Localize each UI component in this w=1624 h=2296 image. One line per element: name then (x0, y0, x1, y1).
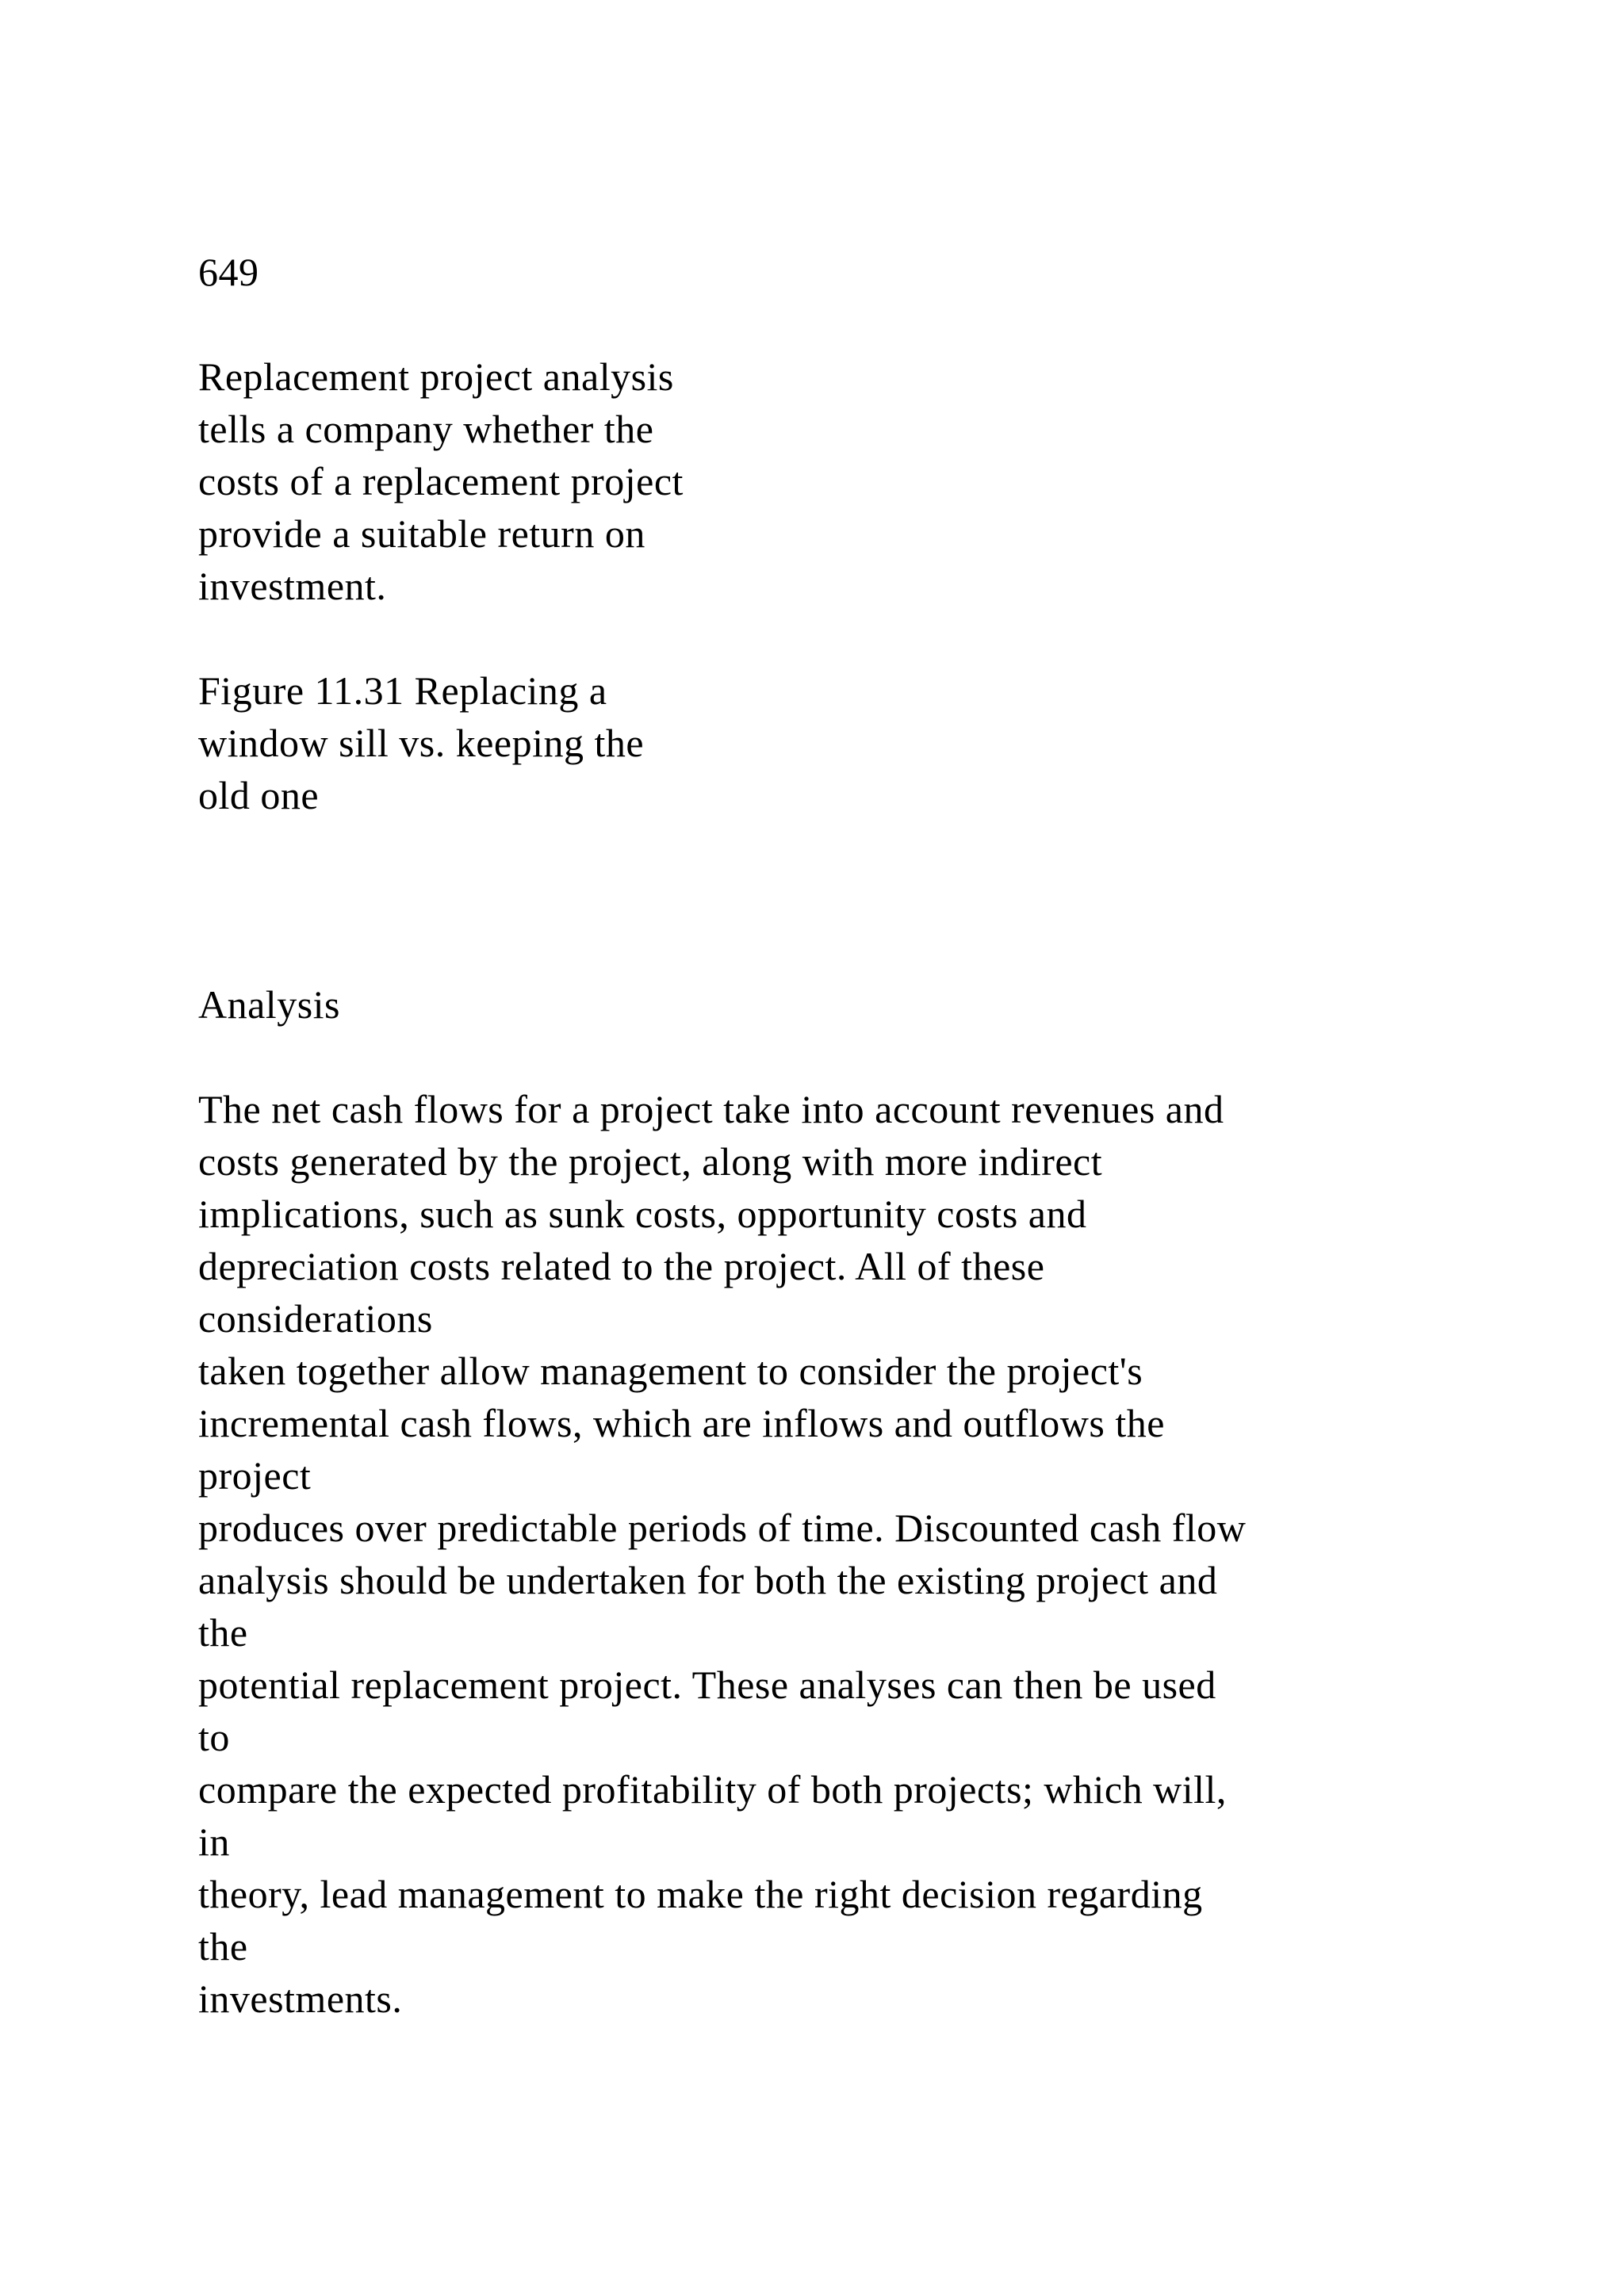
body-line: analysis should be undertaken for both the existing project and (198, 1558, 1218, 1602)
body-line: considerations (198, 1296, 433, 1341)
body-line: implications, such as sunk costs, opportunity costs and (198, 1192, 1087, 1236)
intro-line: tells a company whether the (198, 407, 654, 451)
body-line: The net cash flows for a project take into account revenues and (198, 1087, 1224, 1131)
intro-line: Replacement project analysis (198, 354, 674, 399)
intro-line: investment. (198, 564, 387, 608)
body-line: in (198, 1820, 230, 1864)
body-line: investments. (198, 1976, 403, 2021)
body-line: produces over predictable periods of time. Discounted cash flow (198, 1506, 1247, 1550)
intro-line: costs of a replacement project (198, 459, 684, 503)
body-line: to (198, 1715, 230, 1759)
caption-line: window sill vs. keeping the (198, 721, 645, 765)
body-line: depreciation costs related to the project. All of these (198, 1244, 1045, 1288)
body-line: compare the expected profitability of both projects; which will, (198, 1767, 1227, 1812)
section-heading: Analysis (198, 982, 340, 1027)
page-number: 649 (198, 250, 259, 294)
body-line: project (198, 1453, 312, 1498)
caption-line: Figure 11.31 Replacing a (198, 668, 607, 713)
caption-line: old one (198, 773, 320, 817)
body-line: taken together allow management to consider the project's (198, 1349, 1143, 1393)
intro-line: provide a suitable return on (198, 511, 645, 556)
body-line: costs generated by the project, along with more indirect (198, 1139, 1103, 1184)
body-line: theory, lead management to make the right decision regarding (198, 1872, 1203, 1916)
body-line: potential replacement project. These analyses can then be used (198, 1663, 1216, 1707)
body-line: incremental cash flows, which are inflows and outflows the (198, 1401, 1165, 1445)
body-line: the (198, 1924, 248, 1969)
body-line: the (198, 1610, 248, 1655)
